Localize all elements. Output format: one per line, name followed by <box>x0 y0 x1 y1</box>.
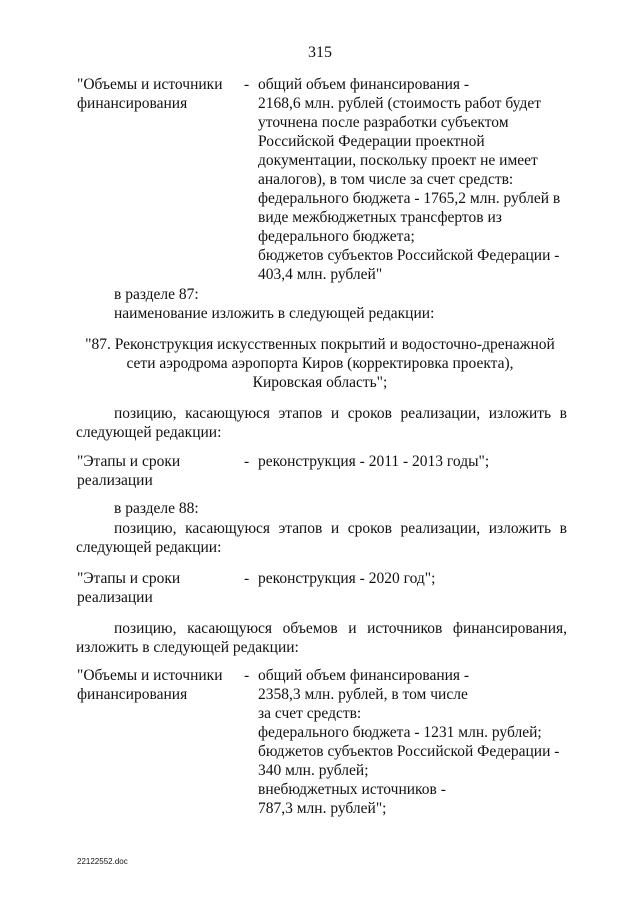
funding-value-line: федерального бюджета; <box>258 228 415 245</box>
funding-value-line: общий объем финансирования - <box>258 76 470 93</box>
section-87-title-line: "87. Реконструкция искусственных покрытий и водосточно-дренажной <box>85 336 555 353</box>
stages-label-line: реализации <box>77 472 153 489</box>
funding-value-line: федерального бюджета - 1231 млн. рублей; <box>258 724 542 741</box>
funding-label-line: финансирования <box>77 95 188 112</box>
funding-value-line: 2358,3 млн. рублей, в том числе <box>258 686 468 703</box>
funding-value-line: 340 млн. рублей; <box>258 762 369 779</box>
funding-label-line: "Объемы и источники <box>77 76 223 93</box>
funding-value-line: Российской Федерации проектной <box>258 133 485 150</box>
funding-label-line: финансирования <box>77 686 188 703</box>
section-88-funding-line: позицию, касающуюся объемов и источников финансирования, <box>114 620 567 637</box>
funding-value-line: внебюджетных источников - <box>258 781 446 798</box>
section-87-title-line: Кировская область"; <box>252 374 388 391</box>
funding-value-line: уточнена после разработки субъектом <box>258 114 509 131</box>
stages-label-line: "Этапы и сроки <box>77 453 181 470</box>
section-87-instruction: наименование изложить в следующей редакции: <box>114 305 435 322</box>
section-88-funding-line: изложить в следующей редакции: <box>76 639 299 656</box>
funding-value-line: виде межбюджетных трансфертов из <box>258 209 502 226</box>
funding-value-line: аналогов), в том числе за счет средств: <box>258 171 514 188</box>
stages-value: реконструкция - 2011 - 2013 годы"; <box>258 453 490 470</box>
dash: - <box>244 453 250 470</box>
section-87-position-line: позицию, касающуюся этапов и сроков реализации, изложить в <box>114 405 567 422</box>
dash: - <box>244 76 250 93</box>
stages-value: реконструкция - 2020 год"; <box>258 570 436 587</box>
funding-value-line: бюджетов субъектов Российской Федерации - <box>258 247 560 264</box>
funding-value-line: 2168,6 млн. рублей (стоимость работ будет <box>258 95 541 112</box>
funding-value-line: общий объем финансирования - <box>258 667 470 684</box>
section-88-position-line: следующей редакции: <box>76 539 222 556</box>
funding-value-line: за счет средств: <box>258 705 362 722</box>
section-87-position-line: следующей редакции: <box>76 424 222 441</box>
section-88-heading: в разделе 88: <box>114 500 199 517</box>
stages-label-line: реализации <box>77 589 153 606</box>
funding-value-line: 403,4 млн. рублей" <box>258 266 383 283</box>
dash: - <box>244 667 250 684</box>
funding-value-line: 787,3 млн. рублей"; <box>258 800 387 817</box>
dash: - <box>244 570 250 587</box>
funding-label-line: "Объемы и источники <box>77 667 223 684</box>
section-87-heading: в разделе 87: <box>114 286 199 303</box>
page-number: 315 <box>308 44 332 61</box>
funding-value-line: федерального бюджета - 1765,2 млн. рублей в <box>258 190 561 207</box>
funding-value-line: документации, поскольку проект не имеет <box>258 152 538 169</box>
section-88-position-line: позицию, касающуюся этапов и сроков реализации, изложить в <box>114 520 567 537</box>
section-87-title-line: сети аэродрома аэропорта Киров (корректировка проекта), <box>126 355 514 372</box>
funding-value-line: бюджетов субъектов Российской Федерации - <box>258 743 560 760</box>
document-filename: 22122552.doc <box>77 857 128 866</box>
stages-label-line: "Этапы и сроки <box>77 570 181 587</box>
